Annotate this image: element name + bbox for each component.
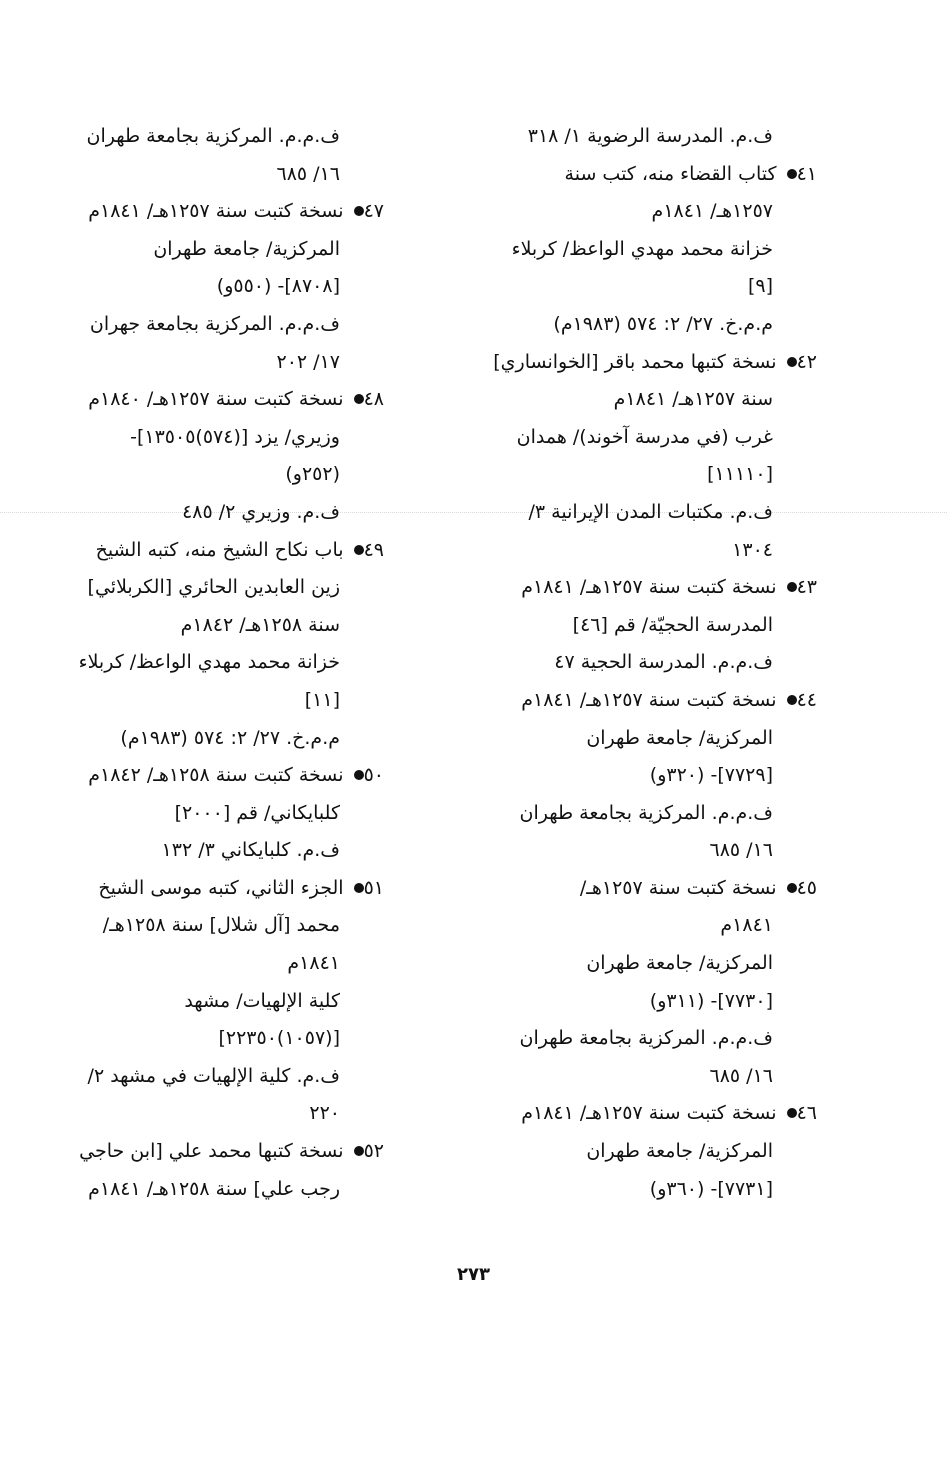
catalog-line: [٧٧٣٠]- (٣١١و) [649,989,773,1012]
catalog-line: ف.م. المدرسة الرضوية ١/ ٣١٨ [527,125,773,147]
catalog-line: ١٨٤١م [720,914,773,937]
catalog-line: المركزية/ جامعة طهران [586,952,773,975]
catalog-entry-heading [79,1133,384,1171]
entry-number: ٤٦ [796,1102,817,1125]
catalog-line: خزانة محمد مهدي الواعظ/ كربلاء [511,237,773,260]
catalog-line: ١٦/ ٦٨٥ [276,162,340,185]
bullet-icon [354,883,364,893]
bullet-icon [354,394,364,404]
catalog-line: ف.م. مكتبات المدن الإيرانية ٣/ [528,500,773,523]
entry-number: ٥٢ [363,1140,384,1163]
catalog-line: سنة ١٢٥٨هـ/ ١٨٤٢م [180,613,340,636]
catalog-entry-heading [472,156,817,194]
catalog-line: محمد [آل شلال] سنة ١٢٥٨هـ/ [102,914,340,937]
entry-text: نسخة كتبت سنة ١٢٥٧هـ/ ١٨٤١م [521,1102,777,1125]
catalog-line: ف.م.م. المركزية بجامعة جهران [89,312,340,335]
catalog-entry-heading [472,344,817,382]
catalog-line: (٢٥٢و) [285,463,340,486]
catalog-line: ١٧/ ٢٠٢ [276,350,340,373]
catalog-entry-heading [88,381,384,419]
catalog-line: رجب علي] سنة ١٢٥٨هـ/ ١٨٤١م [88,1177,340,1200]
catalog-entry-heading [88,193,384,231]
entry-number: ٤١ [796,162,817,185]
catalog-line: ١٢٥٧هـ/ ١٨٤١م [651,200,773,223]
entry-text: نسخة كتبت سنة ١٢٥٧هـ/ ١٨٤١م [521,576,777,599]
catalog-line: خزانة محمد مهدي الواعظ/ كربلاء [78,651,340,674]
entry-text: نسخة كتبت سنة ١٢٥٧هـ/ ١٨٤١م [88,200,344,223]
catalog-line: ف.م.م. المركزية بجامعة طهران [86,125,340,147]
catalog-line: كلية الإلهيات/ مشهد [184,989,340,1012]
catalog-entry-heading [472,870,817,908]
bullet-icon [354,545,364,555]
entry-number: ٤٨ [363,388,384,411]
entry-number: ٤٢ [796,350,817,373]
catalog-line: ١٦/ ٦٨٥ [709,839,773,862]
bullet-icon [354,206,364,216]
entry-text: نسخة كتبت سنة ١٢٥٧هـ/ ١٨٤١م [521,688,777,711]
catalog-entry-heading [88,757,384,795]
catalog-line: زين العابدين الحائري [الكربلائي] [87,576,340,599]
catalog-line: م.م.خ. ٢٧/ ٢: ٥٧٤ (١٩٨٣م) [120,726,340,749]
catalog-line: ف.م.م. المركزية بجامعة طهران [519,1027,773,1050]
catalog-line: ف.م.م. المدرسة الحجية ٤٧ [554,651,773,674]
page-number: ٢٧٣ [457,1264,490,1285]
bullet-icon [787,1108,797,1118]
catalog-line: غرب (في مدرسة آخوند)/ همدان [516,425,773,448]
catalog-line: ١٦/ ٦٨٥ [709,1064,773,1087]
catalog-line: ف.م.م. المركزية بجامعة طهران [519,801,773,824]
entry-text: نسخة كتبها محمد باقر [الخوانساري] [493,350,777,373]
catalog-line: [(١٠٥٧)٢٢٣٥٠] [218,1027,340,1050]
catalog-line: [٧٧٢٩]- (٣٢٠و) [649,764,773,787]
catalog-line: المركزية/ جامعة طهران [586,1140,773,1163]
entry-text: كتاب القضاء منه، كتب سنة [564,162,777,185]
catalog-line: [١١١١٠] [707,463,773,486]
entry-text: نسخة كتبت سنة ١٢٥٨هـ/ ١٨٤٢م [88,764,344,787]
entry-number: ٤٧ [363,200,384,223]
catalog-line: ٢٢٠ [309,1102,340,1125]
catalog-line: ف.م. كلبايكاني ٣/ ١٣٢ [161,839,340,862]
bullet-icon [787,169,797,179]
catalog-entry-heading [472,569,817,607]
entry-text: نسخة كتبت سنة ١٢٥٧هـ/ [579,876,777,899]
entry-text: نسخة كتبت سنة ١٢٥٧هـ/ ١٨٤٠م [88,388,344,411]
catalog-line: م.م.خ. ٢٧/ ٢: ٥٧٤ (١٩٨٣م) [553,312,773,335]
catalog-line: المركزية/ جامعة طهران [153,237,340,260]
entry-number: ٥٠ [363,764,384,787]
catalog-line: المدرسة الحجيّة/ قم [٤٦] [572,613,773,636]
entry-text: باب نكاح الشيخ منه، كتبه الشيخ [95,538,344,561]
entry-number: ٤٥ [796,876,817,899]
right-column [472,118,817,1208]
bullet-icon [787,357,797,367]
catalog-line: كلبايكاني/ قم [٢٠٠٠] [174,801,340,824]
bullet-icon [787,695,797,705]
entry-text: نسخة كتبها محمد علي [ابن حاجي [79,1140,344,1163]
catalog-entry-heading [472,1095,817,1133]
catalog-line: [٧٧٣١]- (٣٦٠و) [649,1177,773,1200]
left-column [78,118,384,1208]
catalog-entry-heading [99,870,384,908]
catalog-entry-heading [95,532,384,570]
catalog-line: ف.م. وزيري ٢/ ٤٨٥ [182,500,340,523]
bullet-icon [354,1146,364,1156]
bullet-icon [787,883,797,893]
bullet-icon [354,770,364,780]
entry-number: ٤٤ [796,688,817,711]
catalog-line: ١٨٤١م [287,952,340,975]
catalog-line: وزيري/ يزد [(٥٧٤)١٣٥٠٥]- [130,425,340,448]
entry-number: ٤٩ [363,538,384,561]
catalog-line: المركزية/ جامعة طهران [586,726,773,749]
catalog-line: [٨٧٠٨]- (٥٥٠و) [216,275,340,298]
catalog-line: ف.م. كلية الإلهيات في مشهد ٢/ [87,1064,340,1087]
entry-text: الجزء الثاني، كتبه موسى الشيخ [98,876,344,899]
catalog-line: ١٣٠٤ [732,538,773,561]
entry-number: ٤٣ [796,576,817,599]
catalog-entry-heading [472,682,817,720]
catalog-line: [١١] [304,688,340,711]
catalog-line: سنة ١٢٥٧هـ/ ١٨٤١م [613,388,773,411]
entry-number: ٥١ [363,876,384,899]
catalog-line: [٩] [747,275,773,298]
bullet-icon [787,582,797,592]
